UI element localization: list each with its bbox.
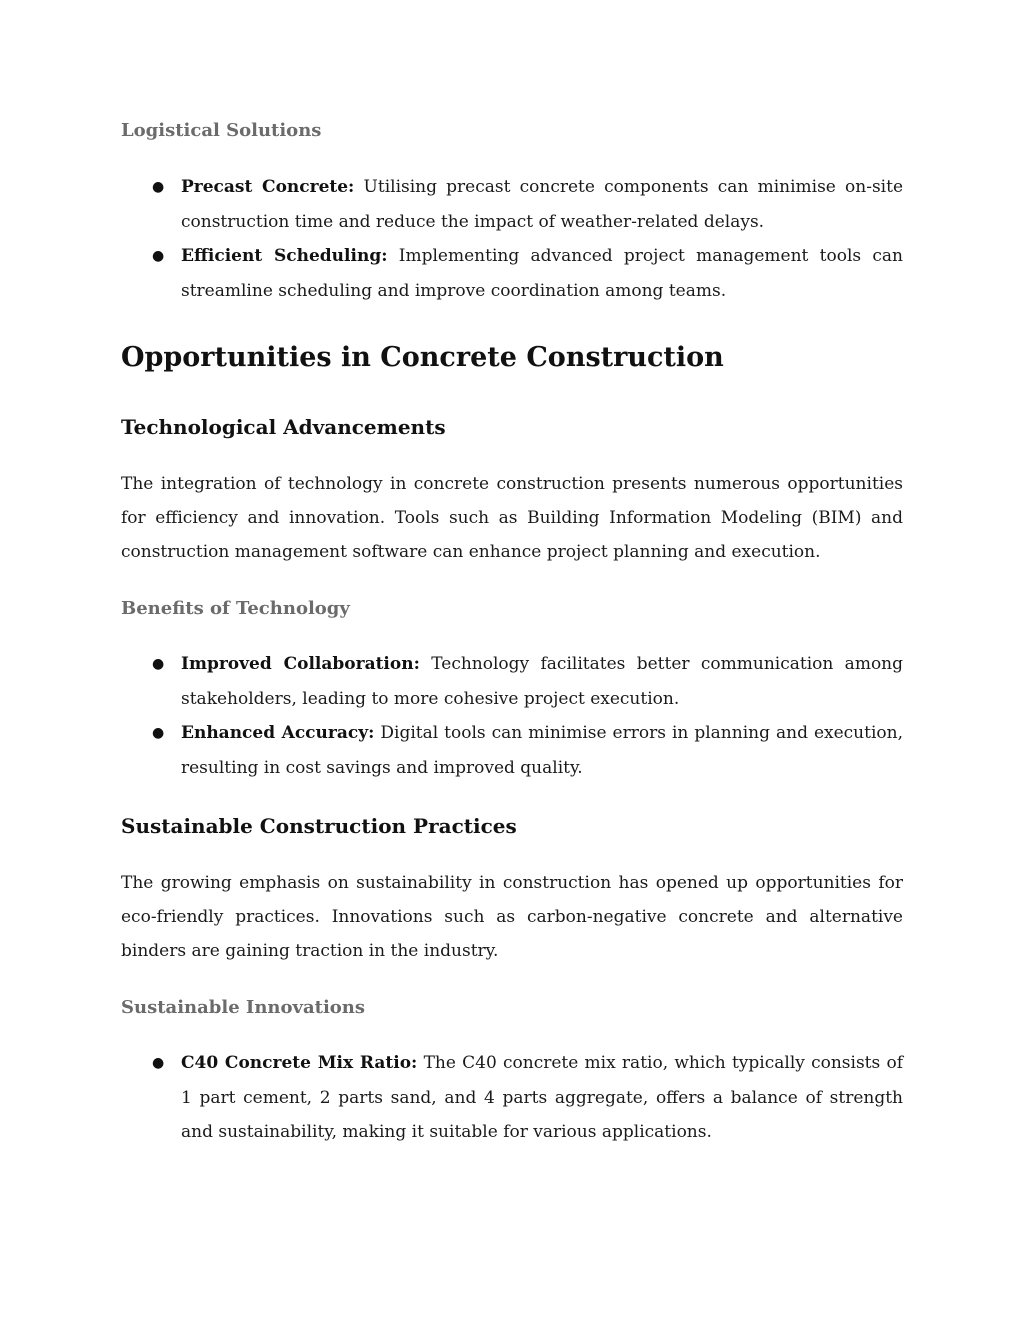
list-item [121, 716, 903, 785]
list-item-text: Utilising precast concrete components can minimise on-site construction time and reduce the impact of weather-related delays. [181, 177, 904, 232]
bullet-icon: ● [152, 656, 165, 672]
benefits-of-technology-heading: Benefits of Technology [121, 598, 350, 619]
list-item-text: The C40 concrete mix ratio, which typically consists of 1 part cement, 2 parts sand, and 4 parts aggregate, offers a balance of strength and sustainability, making it suitable for various applications. [181, 1053, 903, 1142]
logistical-solutions-list [121, 170, 903, 308]
list-item-term: Precast Concrete: [181, 177, 355, 197]
bullet-icon: ● [152, 179, 165, 195]
sustainable-innovations-heading: Sustainable Innovations [121, 997, 366, 1018]
sustainable-construction-heading: Sustainable Construction Practices [121, 814, 517, 838]
list-item-text: Technology facilitates better communication among stakeholders, leading to more cohesive project execution. [181, 654, 904, 709]
list-item-text: Implementing advanced project management tools can streamline scheduling and improve coordination among teams. [181, 246, 903, 301]
bullet-icon: ● [152, 248, 165, 264]
list-item-text: Digital tools can minimise errors in planning and execution, resulting in cost savings and improved quality. [181, 723, 903, 778]
list-item [121, 170, 903, 239]
benefits-of-technology-list [121, 647, 903, 785]
logistical-solutions-heading: Logistical Solutions [121, 120, 322, 141]
technology-paragraph: The integration of technology in concrete construction presents numerous opportunities for efficiency and innovation. Tools such as Building Information Modeling (BIM) and construction management software can enhance project planning and execution. [121, 474, 903, 562]
sustainable-innovations-list [121, 1046, 903, 1150]
technological-advancements-heading: Technological Advancements [121, 415, 446, 439]
list-item [121, 647, 903, 716]
opportunities-heading: Opportunities in Concrete Construction [121, 342, 724, 373]
list-item-term: Improved Collaboration: [181, 654, 420, 674]
bullet-icon: ● [152, 1055, 165, 1071]
list-item-term: Enhanced Accuracy: [181, 723, 375, 743]
list-item [121, 1046, 903, 1150]
list-item-term: Efficient Scheduling: [181, 246, 388, 266]
sustainability-paragraph: The growing emphasis on sustainability in construction has opened up opportunities for eco-friendly practices. Innovations such as carbon-negative concrete and alternative binders are gaining traction in the industry. [121, 873, 903, 961]
bullet-icon: ● [152, 725, 165, 741]
list-item [121, 239, 903, 308]
list-item-term: C40 Concrete Mix Ratio: [181, 1053, 418, 1073]
